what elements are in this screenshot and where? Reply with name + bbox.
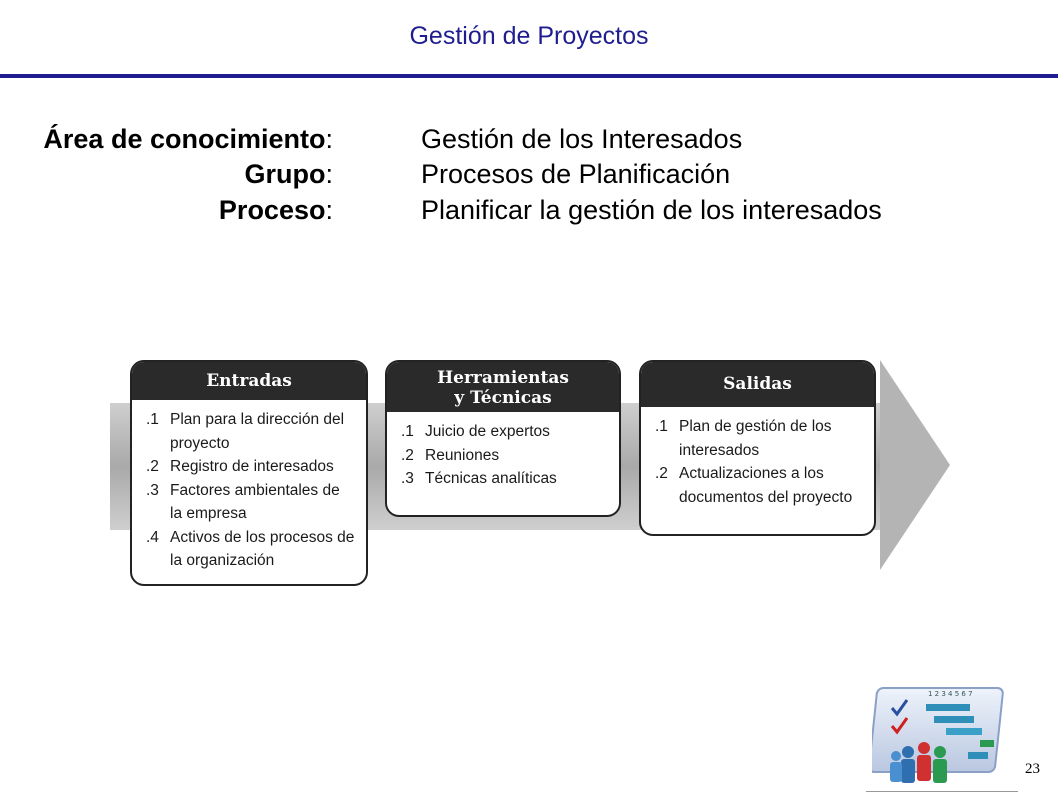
svg-text:1 2 3 4 5 6 7: 1 2 3 4 5 6 7 <box>928 690 973 698</box>
inputs-title: Entradas <box>132 362 366 400</box>
list-item: .1 Plan para la dirección del proyecto <box>146 411 345 452</box>
list-item: .3 Técnicas analíticas <box>401 470 557 487</box>
group-label: Grupo: <box>244 159 333 189</box>
footer-rule <box>866 791 1018 792</box>
outputs-box <box>639 360 876 536</box>
info-row-group <box>0 159 1000 193</box>
list-item: .1 Plan de gestión de los interesados <box>655 418 832 459</box>
outputs-list <box>641 407 874 515</box>
list-item: .4 Activos de los procesos de la organización <box>146 528 355 569</box>
outputs-title: Salidas <box>641 362 874 407</box>
process-label: Proceso: <box>218 195 333 225</box>
inputs-box <box>130 360 368 586</box>
list-item: .3 Factores ambientales de la empresa <box>146 481 340 522</box>
page-number: 23 <box>1025 761 1040 777</box>
list-item: .1 Juicio de expertos <box>401 423 550 440</box>
tools-list <box>387 412 619 497</box>
list-item: .2 Reuniones <box>401 446 500 464</box>
page-title: Gestión de Proyectos <box>409 22 649 50</box>
arrow-head-icon <box>880 360 950 570</box>
info-row-area <box>0 124 1000 158</box>
tools-box <box>385 360 621 517</box>
process-diagram <box>110 360 950 590</box>
inputs-list <box>132 400 366 579</box>
list-item: .2 Registro de interesados <box>146 458 334 475</box>
area-label: Área de conocimiento: <box>43 124 333 154</box>
area-value: Gestión de los Interesados <box>421 124 743 154</box>
list-item: .2 Actualizaciones a los documentos del proyecto <box>655 465 853 506</box>
tools-title: Herramientas y Técnicas <box>387 362 619 412</box>
info-row-process <box>0 195 1000 229</box>
process-value: Planificar la gestión de los interesados <box>421 195 882 225</box>
header-divider <box>0 74 1058 78</box>
group-value: Procesos de Planificación <box>421 159 731 189</box>
project-management-logo-icon <box>872 682 1010 790</box>
